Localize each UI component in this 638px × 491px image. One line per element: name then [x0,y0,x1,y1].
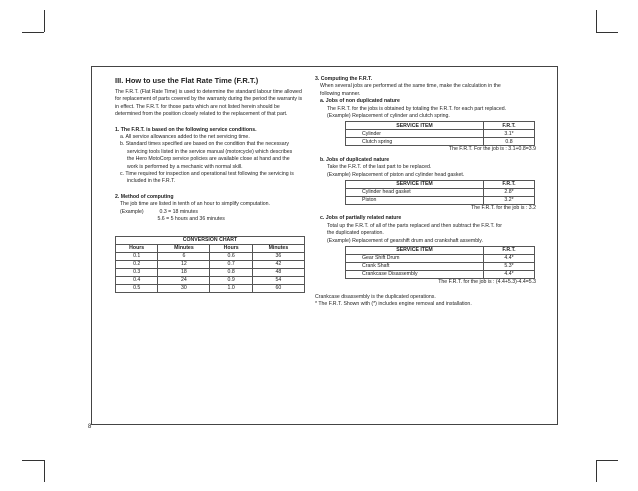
service-header: F.R.T. [484,247,535,255]
table-row [116,284,305,292]
service-table-a [345,121,535,146]
table-row [346,271,535,279]
crop-mark-bl-v [44,460,45,482]
subsection-c-line: the duplicated operation. [327,230,384,237]
section1-item-b: servicing tools listed in the service manual (motorcycle) which describes [127,148,293,155]
table-row [346,197,535,205]
right-column [315,76,538,308]
conversion-header: Hours [116,244,158,252]
conversion-header: Minutes [158,244,210,252]
table-row [346,130,535,138]
conversion-chart-caption: CONVERSION CHART [116,236,305,244]
table-cell: 0.2 [116,260,158,268]
table-row [346,189,535,197]
section1-heading: 1. The F.R.T. is based on the following service conditions. [115,126,257,133]
section3-intro: following manner. [320,90,361,97]
intro-line: in effect. The F.R.T. for those parts which are not listed herein should be [115,103,280,110]
conversion-header: Hours [210,244,252,252]
table-row [346,255,535,263]
table-row [116,260,305,268]
service-frt: 3.1* [484,130,535,138]
section3-heading: 3. Computing the F.R.T. [315,76,373,82]
section2-line: (Example) 0.3 = 18 minutes [120,208,198,215]
section-title: III. How to use the Flat Rate Time (F.R.T.) [115,76,259,85]
service-frt: 2.8* [484,189,535,197]
conversion-chart [115,236,305,293]
crop-mark-bl-h [22,460,44,461]
section1-item-c: c. Time required for inspection and operational test following the servicing is [120,171,294,178]
table-cell: 1.0 [210,284,252,292]
crop-mark-br-v [596,460,597,482]
service-frt: 3.2* [484,197,535,205]
subsection-a-heading: a. Jobs of non duplicated nature [320,98,400,105]
table-cell: 6 [158,252,210,260]
intro-line: determined from the position closely related to the replacement of that part. [115,111,288,118]
crop-mark-tr-v [596,10,597,32]
footnote: * The F.R.T. Shown with (*) includes engine removal and installation. [315,300,472,307]
table-row [116,252,305,260]
table-cell: 0.5 [116,284,158,292]
table-cell: 0.4 [116,276,158,284]
section1-item-b: b. Standard times specified are based on the condition that the necessary [120,141,289,148]
table-cell: 0.7 [210,260,252,268]
service-header: F.R.T. [484,181,535,189]
section2-heading: 2. Method of computing [115,193,174,200]
service-table-c [345,246,535,279]
section2-line: The job time are listed in tenth of an hour to simplify computation. [120,201,270,208]
table-cell: 54 [252,276,304,284]
service-header: SERVICE ITEM [346,122,484,130]
subsection-b-line: (Example) Replacement of piston and cylinder head gasket. [327,171,465,178]
service-header: SERVICE ITEM [346,247,484,255]
service-frt: 0.8 [484,138,535,146]
table-row [346,263,535,271]
service-item: Gear Shift Drum [346,255,484,263]
subsection-a-line: (Example) Replacement of cylinder and clutch spring. [327,113,450,120]
service-item: Piston [346,197,484,205]
table-cell: 36 [252,252,304,260]
table-cell: 48 [252,268,304,276]
table-row [116,276,305,284]
page-number: 8 [88,424,92,430]
service-frt: 4.4* [484,255,535,263]
crop-mark-tr-h [596,32,618,33]
service-table-b [345,180,535,205]
service-item: Cylinder head gasket [346,189,484,197]
intro-line: for replacement of parts covered by the warranty during the period the warranty is [115,96,303,103]
subsection-a-line: The F.R.T. for the jobs is obtained by totaling the F.R.T. for each part replaced. [327,105,507,112]
table-row [116,268,305,276]
subsection-b-heading: b. Jobs of duplicated nature [320,156,390,163]
subsection-a-total: The F.R.T. For the job is : 3.1+0.8=3.9 [448,146,536,153]
section1-item-b: work is performed by a mechanic with normal skill. [127,163,243,170]
crop-mark-tl-v [44,10,45,32]
service-header: F.R.T. [484,122,535,130]
subsection-b-total: The F.R.T. for the job is : 3.2 [471,205,536,212]
table-cell: 0.8 [210,268,252,276]
crop-mark-tl-h [22,32,44,33]
subsection-b-line: Take the F.R.T. of the last part to be replaced. [327,164,432,171]
service-item: Crank Shaft [346,263,484,271]
subsection-c-total: The F.R.T. for the job is : (4.4+5.3)-4.4=5.3 [438,279,536,286]
section1-item-c: included in the F.R.T. [127,178,176,185]
table-cell: 0.3 [116,268,158,276]
section1-item-b: the Hero MotoCorp service policies are available close at hand and the [127,156,290,163]
service-item: Cylinder [346,130,484,138]
subsection-c-heading: c. Jobs of partially related nature [320,215,402,222]
section3-intro: When several jobs are performed at the same time, make the calculation in the [320,83,501,90]
service-item: Crankcase Disassembly [346,271,484,279]
table-cell: 0.6 [210,252,252,260]
crop-mark-br-h [596,460,618,461]
service-header: SERVICE ITEM [346,181,484,189]
conversion-header: Minutes [252,244,304,252]
left-column [115,76,305,293]
footnote: Crankcase disassembly is the duplicated operations. [315,293,436,300]
service-item: Clutch spring [346,138,484,146]
section2-line: 5.6 = 5 hours and 36 minutes [120,216,225,223]
table-row [346,138,535,146]
table-cell: 0.9 [210,276,252,284]
subsection-c-line: (Example) Replacement of gearshift drum and crankshaft assembly. [327,237,483,244]
intro-line: The F.R.T. (Flat Rate Time) is used to determine the standard labour time allowed [115,89,302,95]
table-cell: 18 [158,268,210,276]
table-cell: 24 [158,276,210,284]
section1-item-a: a. All service allowances added to the net servicing time. [120,134,250,141]
table-cell: 42 [252,260,304,268]
service-frt: 4.4* [484,271,535,279]
table-cell: 30 [158,284,210,292]
table-cell: 0.1 [116,252,158,260]
table-cell: 60 [252,284,304,292]
service-frt: 5.3* [484,263,535,271]
table-cell: 12 [158,260,210,268]
subsection-c-line: Total up the F.R.T. of all of the parts replaced and then subtract the F.R.T. for [327,222,503,229]
